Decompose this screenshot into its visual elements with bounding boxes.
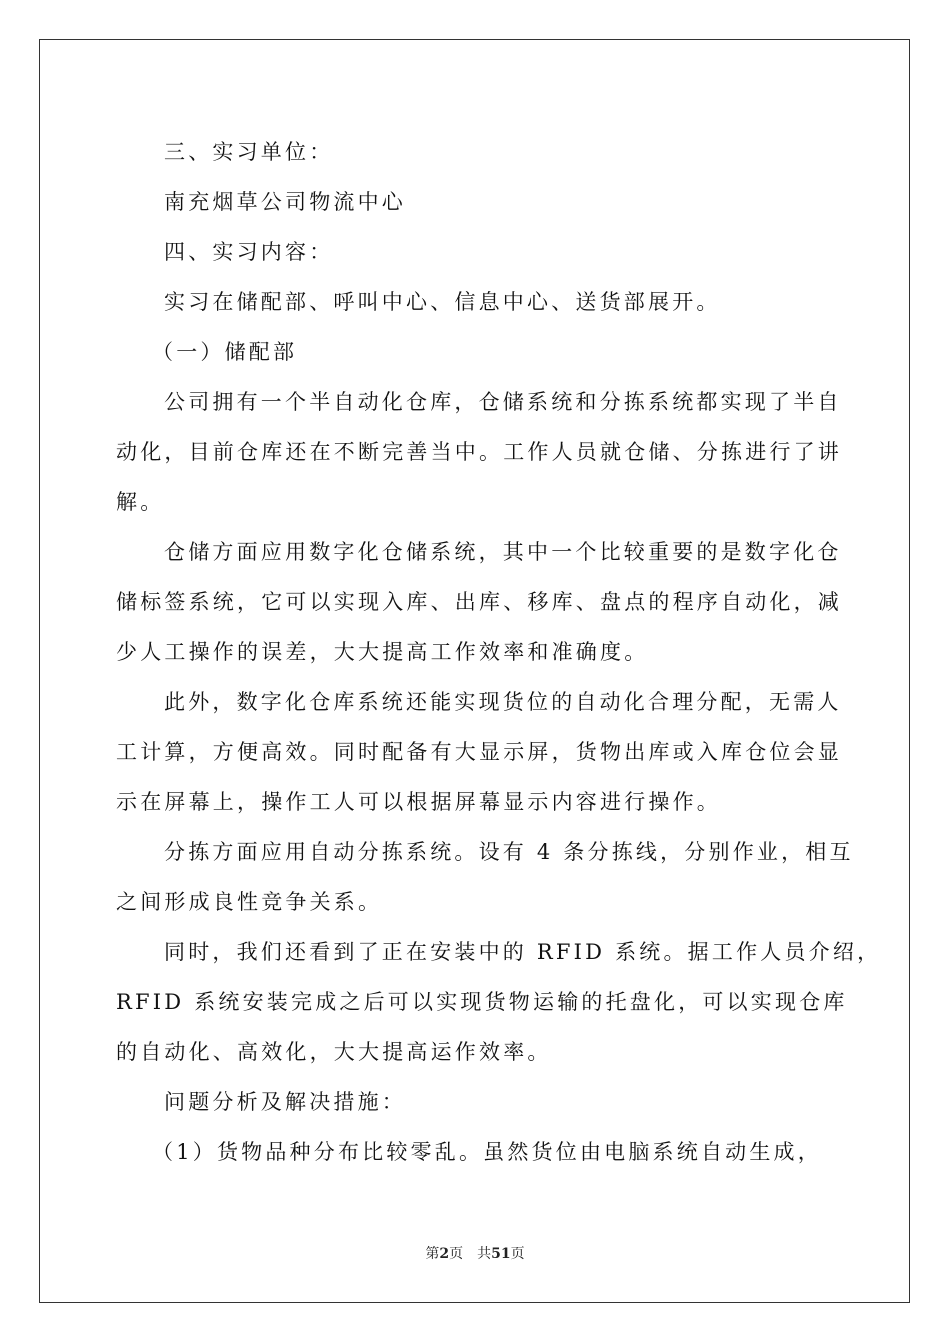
paragraph-line: 此外，数字化仓库系统还能实现货位的自动化合理分配，无需人	[164, 690, 842, 714]
paragraph-line: 示在屏幕上，操作工人可以根据屏幕显示内容进行操作。	[116, 790, 721, 814]
paragraph-line: 分拣方面应用自动分拣系统。设有 4 条分拣线，分别作业，相互	[164, 840, 854, 864]
paragraph-line: 少人工操作的误差，大大提高工作效率和准确度。	[116, 640, 649, 664]
paragraph-line: 解。	[116, 490, 165, 514]
document-body	[116, 127, 882, 1177]
paragraph-line: 动化，目前仓库还在不断完善当中。工作人员就仓储、分拣进行了讲	[116, 440, 842, 464]
section-heading: 问题分析及解决措施：	[164, 1090, 406, 1114]
page-suffix: 页	[449, 1246, 464, 1262]
paragraph-line: 南充烟草公司物流中心	[164, 190, 406, 214]
total-suffix: 页	[510, 1246, 525, 1262]
paragraph-line: 同时，我们还看到了正在安装中的 RFID 系统。据工作人员介绍，	[164, 940, 882, 964]
page-prefix: 第	[425, 1246, 440, 1262]
page-number: 2	[439, 1246, 450, 1262]
section-heading: 四、实习内容：	[164, 240, 334, 264]
paragraph-line: 仓储方面应用数字化仓储系统，其中一个比较重要的是数字化仓	[164, 540, 842, 564]
page-footer	[0, 1244, 950, 1264]
paragraph-line: 工计算，方便高效。同时配备有大显示屏，货物出库或入库仓位会显	[116, 740, 842, 764]
paragraph-line: （1）货物品种分布比较零乱。虽然货位由电脑系统自动生成，	[152, 1140, 822, 1164]
paragraph-line: 实习在储配部、呼叫中心、信息中心、送货部展开。	[164, 290, 721, 314]
paragraph-line: RFID 系统安装完成之后可以实现货物运输的托盘化，可以实现仓库	[116, 990, 848, 1014]
total-prefix: 共	[477, 1246, 492, 1262]
paragraph-line: 储标签系统，它可以实现入库、出库、移库、盘点的程序自动化，减	[116, 590, 842, 614]
paragraph-line: 之间形成良性竞争关系。	[116, 890, 383, 914]
paragraph-line: 公司拥有一个半自动化仓库，仓储系统和分拣系统都实现了半自	[164, 390, 842, 414]
subsection-heading: （一）储配部	[152, 340, 298, 364]
paragraph-line: 的自动化、高效化，大大提高运作效率。	[116, 1040, 552, 1064]
section-heading: 三、实习单位：	[164, 140, 334, 164]
total-pages: 51	[491, 1246, 511, 1262]
